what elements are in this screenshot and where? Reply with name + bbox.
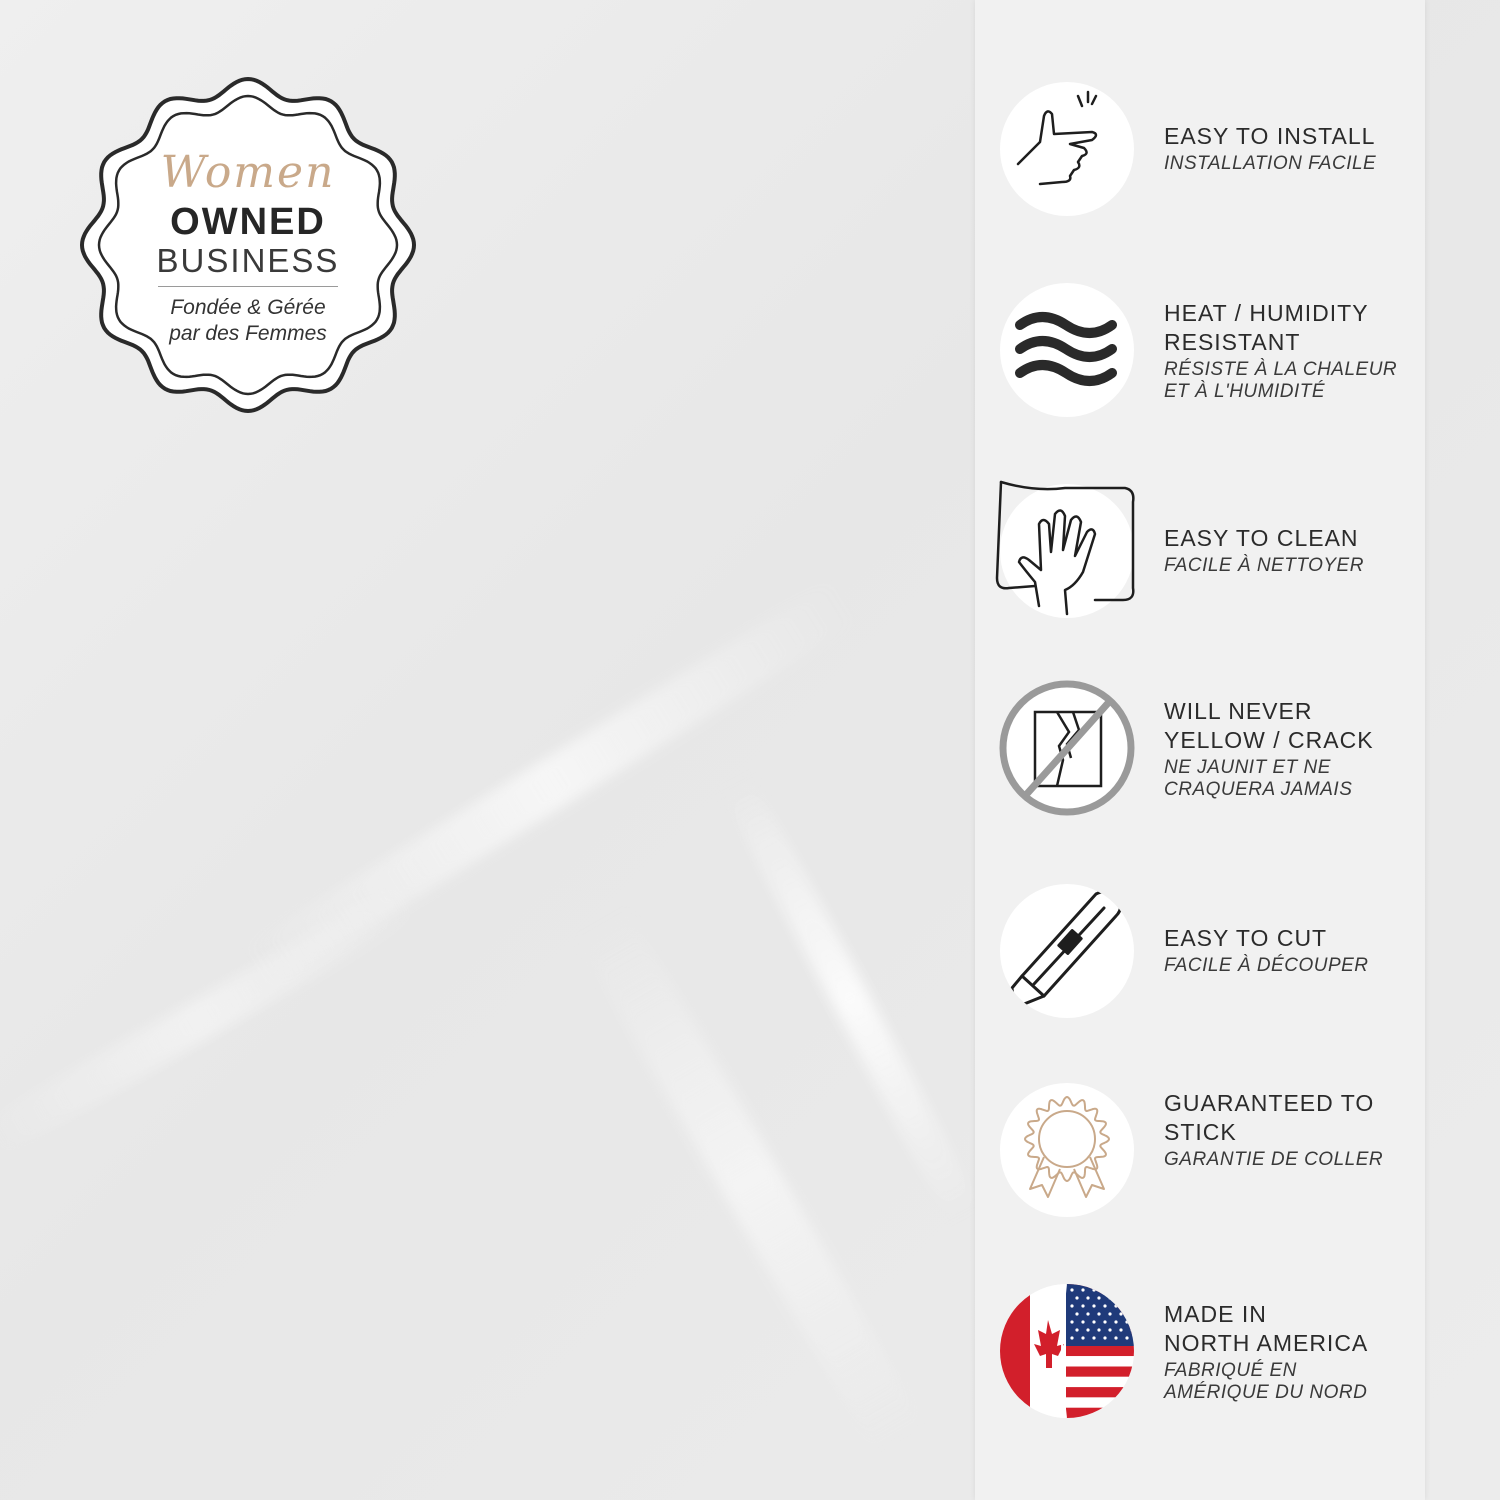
women-owned-badge bbox=[78, 75, 418, 415]
utility-knife-icon bbox=[1000, 884, 1134, 1018]
feature-subtitle-line2: ET À L'HUMIDITÉ bbox=[1164, 381, 1326, 402]
feature-subtitle-line2: AMÉRIQUE DU NORD bbox=[1164, 1382, 1368, 1403]
feature-title: EASY TO CUT bbox=[1164, 925, 1328, 951]
award-ribbon-icon bbox=[1000, 1083, 1134, 1217]
feature-title-line2: YELLOW / CRACK bbox=[1164, 727, 1374, 753]
feature-subtitle: INSTALLATION FACILE bbox=[1164, 153, 1377, 174]
feature-title-line1: WILL NEVER bbox=[1164, 698, 1313, 724]
feature-title-line1: MADE IN bbox=[1164, 1301, 1267, 1327]
features-panel bbox=[975, 0, 1425, 1500]
light-streak bbox=[574, 905, 926, 1455]
canada-usa-flag-icon bbox=[1000, 1284, 1134, 1418]
feature-title-line2: STICK bbox=[1164, 1119, 1237, 1145]
pointing-hand-icon bbox=[1000, 82, 1134, 216]
no-crack-icon bbox=[1000, 681, 1134, 815]
feature-title-line2: RESISTANT bbox=[1164, 329, 1301, 355]
feature-title-line1: GUARANTEED TO bbox=[1164, 1090, 1375, 1116]
feature-title-line2: NORTH AMERICA bbox=[1164, 1330, 1369, 1356]
light-streak bbox=[0, 878, 427, 1163]
feature-title: EASY TO CLEAN bbox=[1164, 525, 1359, 551]
feature-subtitle-line2: CRAQUERA JAMAIS bbox=[1164, 779, 1353, 800]
feature-subtitle-line1: NE JAUNIT ET NE bbox=[1164, 757, 1331, 778]
badge-divider bbox=[158, 286, 338, 287]
badge-fr-line1: Fondée & Gérée bbox=[170, 296, 326, 319]
feature-title: EASY TO INSTALL bbox=[1164, 123, 1376, 149]
feature-subtitle: FACILE À NETTOYER bbox=[1164, 555, 1364, 576]
wiping-hand-icon bbox=[1000, 484, 1134, 618]
badge-business: BUSINESS bbox=[156, 242, 340, 279]
feature-subtitle: GARANTIE DE COLLER bbox=[1164, 1149, 1384, 1170]
badge-fr-line2: par des Femmes bbox=[169, 322, 327, 345]
feature-title-line1: HEAT / HUMIDITY bbox=[1164, 300, 1369, 326]
feature-subtitle-line1: FABRIQUÉ EN bbox=[1164, 1360, 1297, 1381]
badge-owned: OWNED bbox=[170, 201, 326, 243]
feature-subtitle-line1: RÉSISTE À LA CHALEUR bbox=[1164, 359, 1398, 380]
waves-icon bbox=[1000, 283, 1134, 417]
badge-script-word: Women bbox=[160, 147, 336, 198]
feature-subtitle: FACILE À DÉCOUPER bbox=[1164, 955, 1369, 976]
